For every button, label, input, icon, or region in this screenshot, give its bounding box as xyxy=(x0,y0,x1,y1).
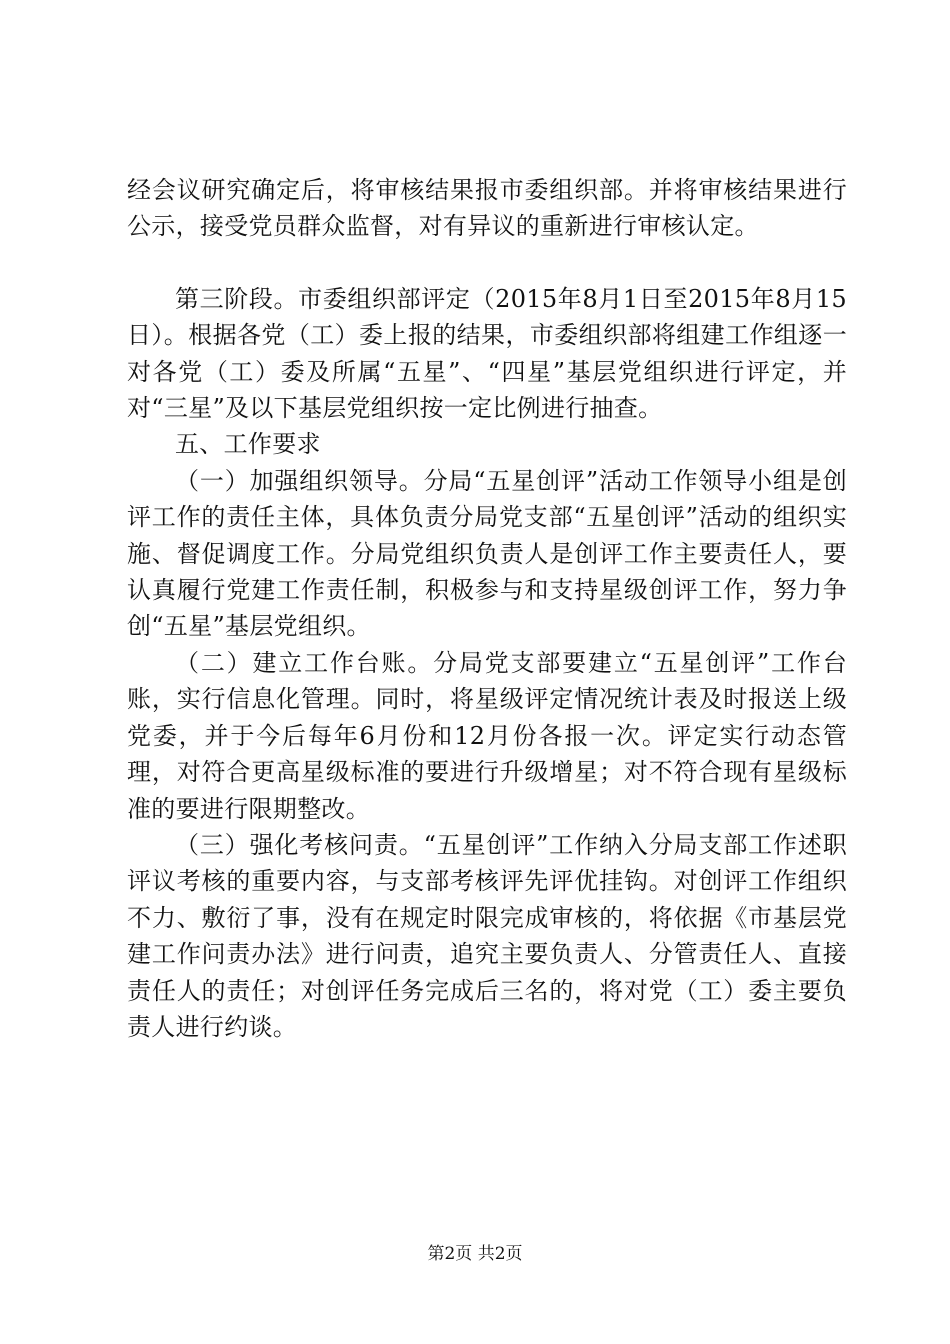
paragraph-stage-three: 第三阶段。市委组织部评定（2015年8月1日至2015年8月15日）。根据各党（工）委上报的结果，市委组织部将组建工作组逐一对各党（工）委及所属“五星”、“四星”基层党组织进行评定，并对“三星”及以下基层党组织按一定比例进行抽查。 xyxy=(127,284,847,423)
paragraph-requirement-1: （一）加强组织领导。分局“五星创评”活动工作领导小组是创评工作的责任主体，具体负责分局党支部“五星创评”活动的组织实施、督促调度工作。分局党组织负责人是创评工作主要责任人，要认真履行党建工作责任制，积极参与和支持星级创评工作，努力争创“五星”基层党组织。 xyxy=(127,466,847,641)
paragraph-continuation: 经会议研究确定后，将审核结果报市委组织部。并将审核结果进行公示，接受党员群众监督，对有异议的重新进行审核认定。 xyxy=(127,176,847,241)
paragraph-requirement-2: （二）建立工作台账。分局党支部要建立“五星创评”工作台账，实行信息化管理。同时，将星级评定情况统计表及时报送上级党委，并于今后每年6月份和12月份各报一次。评定实行动态管理，对符合更高星级标准的要进行升级增星；对不符合现有星级标准的要进行限期整改。 xyxy=(127,648,847,823)
section-heading-work-requirements: 五、工作要求 xyxy=(175,430,321,459)
document-body xyxy=(127,172,847,1045)
paragraph-requirement-3: （三）强化考核问责。“五星创评”工作纳入分局支部工作述职评议考核的重要内容，与支部考核评先评优挂钩。对创评工作组织不力、敷衍了事，没有在规定时限完成审核的，将依据《市基层党建工作问责办法》进行问责，追究主要负责人、分管责任人、直接责任人的责任；对创评任务完成后三名的，将对党（工）委主要负责人进行约谈。 xyxy=(127,830,847,1041)
page-footer: 第2页 共2页 xyxy=(427,1244,523,1264)
